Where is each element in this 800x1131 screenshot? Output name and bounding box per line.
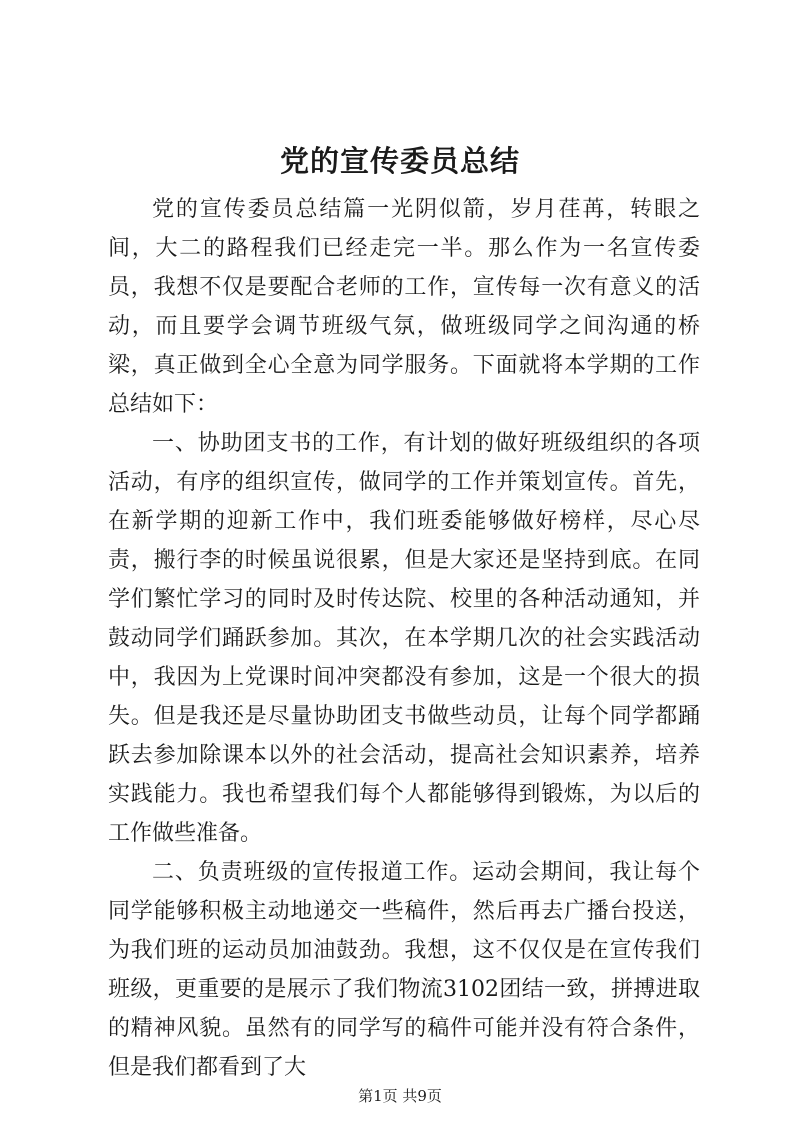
paragraph-section-one: 一、协助团支书的工作，有计划的做好班级组织的各项活动，有序的组织宣传，做同学的工作并策划宣传。首先，在新学期的迎新工作中，我们班委能够做好榜样，尽心尽责，搬行李的时候虽说很累，但是大家还是坚持到底。在同学们繁忙学习的同时及时传达院、校里的各种活动通知，并鼓动同学们踊跃参加。其次，在本学期几次的社会实践活动中，我因为上党课时间冲突都没有参加，这是一个很大的损失。但是我还是尽量协助团支书做些动员，让每个同学都踊跃去参加除课本以外的社会活动，提高社会知识素养，培养实践能力。我也希望我们每个人都能够得到锻炼，为以后的工作做些准备。 <box>108 431 700 846</box>
paragraph-section-two: 二、负责班级的宣传报道工作。运动会期间，我让每个同学能够积极主动地递交一些稿件，然后再去广播台投送，为我们班的运动员加油鼓劲。我想，这不仅仅是在宣传我们班级，更重要的是展示了我们物流3102团结一致，拼搏进取的精神风貌。虽然有的同学写的稿件可能并没有符合条件，但是我们都看到了大 <box>108 860 700 1080</box>
paragraph-intro: 党的宣传委员总结篇一光阴似箭，岁月荏苒，转眼之间，大二的路程我们已经走完一半。那么作为一名宣传委员，我想不仅是要配合老师的工作，宣传每一次有意义的活动，而且要学会调节班级气氛，做班级同学之间沟通的桥梁，真正做到全心全意为同学服务。下面就将本学期的工作总结如下： <box>108 197 700 417</box>
document-body <box>108 190 700 1087</box>
page-number-footer: 第1页 共9页 <box>358 1087 442 1105</box>
document-title: 党的宣传委员总结 <box>279 144 520 178</box>
